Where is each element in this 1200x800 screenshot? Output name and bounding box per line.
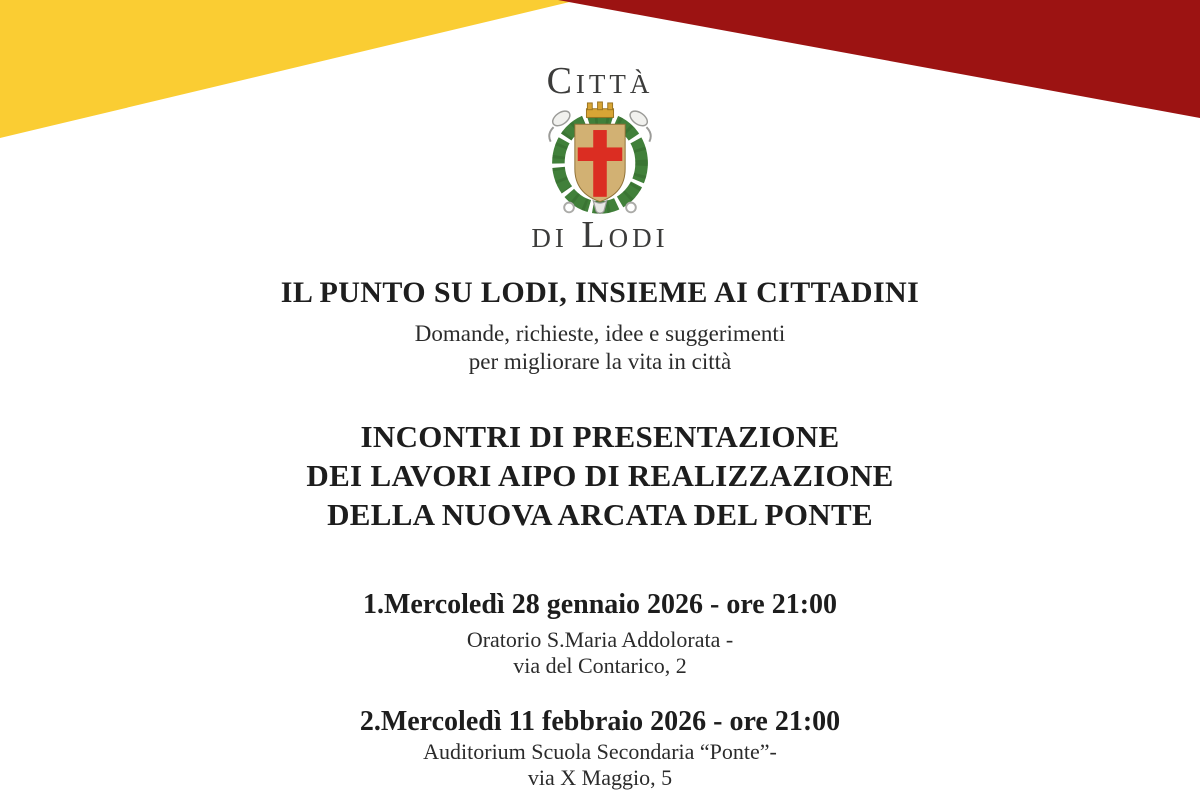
event-2-venue-line2: via X Maggio, 5 <box>527 765 673 790</box>
event-1-venue-line1: Oratorio S.Maria Addolorata - <box>466 627 734 652</box>
main-title-line3: DELLA NUOVA ARCATA DEL PONTE <box>327 497 873 532</box>
event-1-title: 1.Mercoledì 28 gennaio 2026 - ore 21:00 <box>362 589 838 620</box>
main-title-line1: INCONTRI DI PRESENTAZIONE <box>360 419 840 454</box>
campaign-subtitle <box>0 320 1200 376</box>
main-title-line2: DEI LAVORI AIPO DI REALIZZAZIONE <box>306 458 894 493</box>
main-title <box>0 417 1200 534</box>
campaign-subtitle-line2: per migliorare la vita in città <box>468 349 732 374</box>
crown-icon <box>586 102 613 117</box>
event-2-venue-line1: Auditorium Scuola Secondaria “Ponte”- <box>423 739 777 764</box>
event-1-venue-line2: via del Contarico, 2 <box>513 653 687 678</box>
logo-citta-text: Città <box>546 60 654 102</box>
campaign-title: IL PUNTO SU LODI, INSIEME AI CITTADINI <box>280 276 920 309</box>
event-1-venue <box>0 627 1200 679</box>
campaign-subtitle-line1: Domande, richieste, idee e suggerimenti <box>414 321 786 346</box>
event-2-title: 2.Mercoledì 11 febbraio 2026 - ore 21:00 <box>359 706 841 737</box>
lodi-coat-of-arms-icon <box>532 101 668 221</box>
logo-di-lodi-text: di Lodi <box>531 214 669 256</box>
event-2-venue <box>0 739 1200 791</box>
